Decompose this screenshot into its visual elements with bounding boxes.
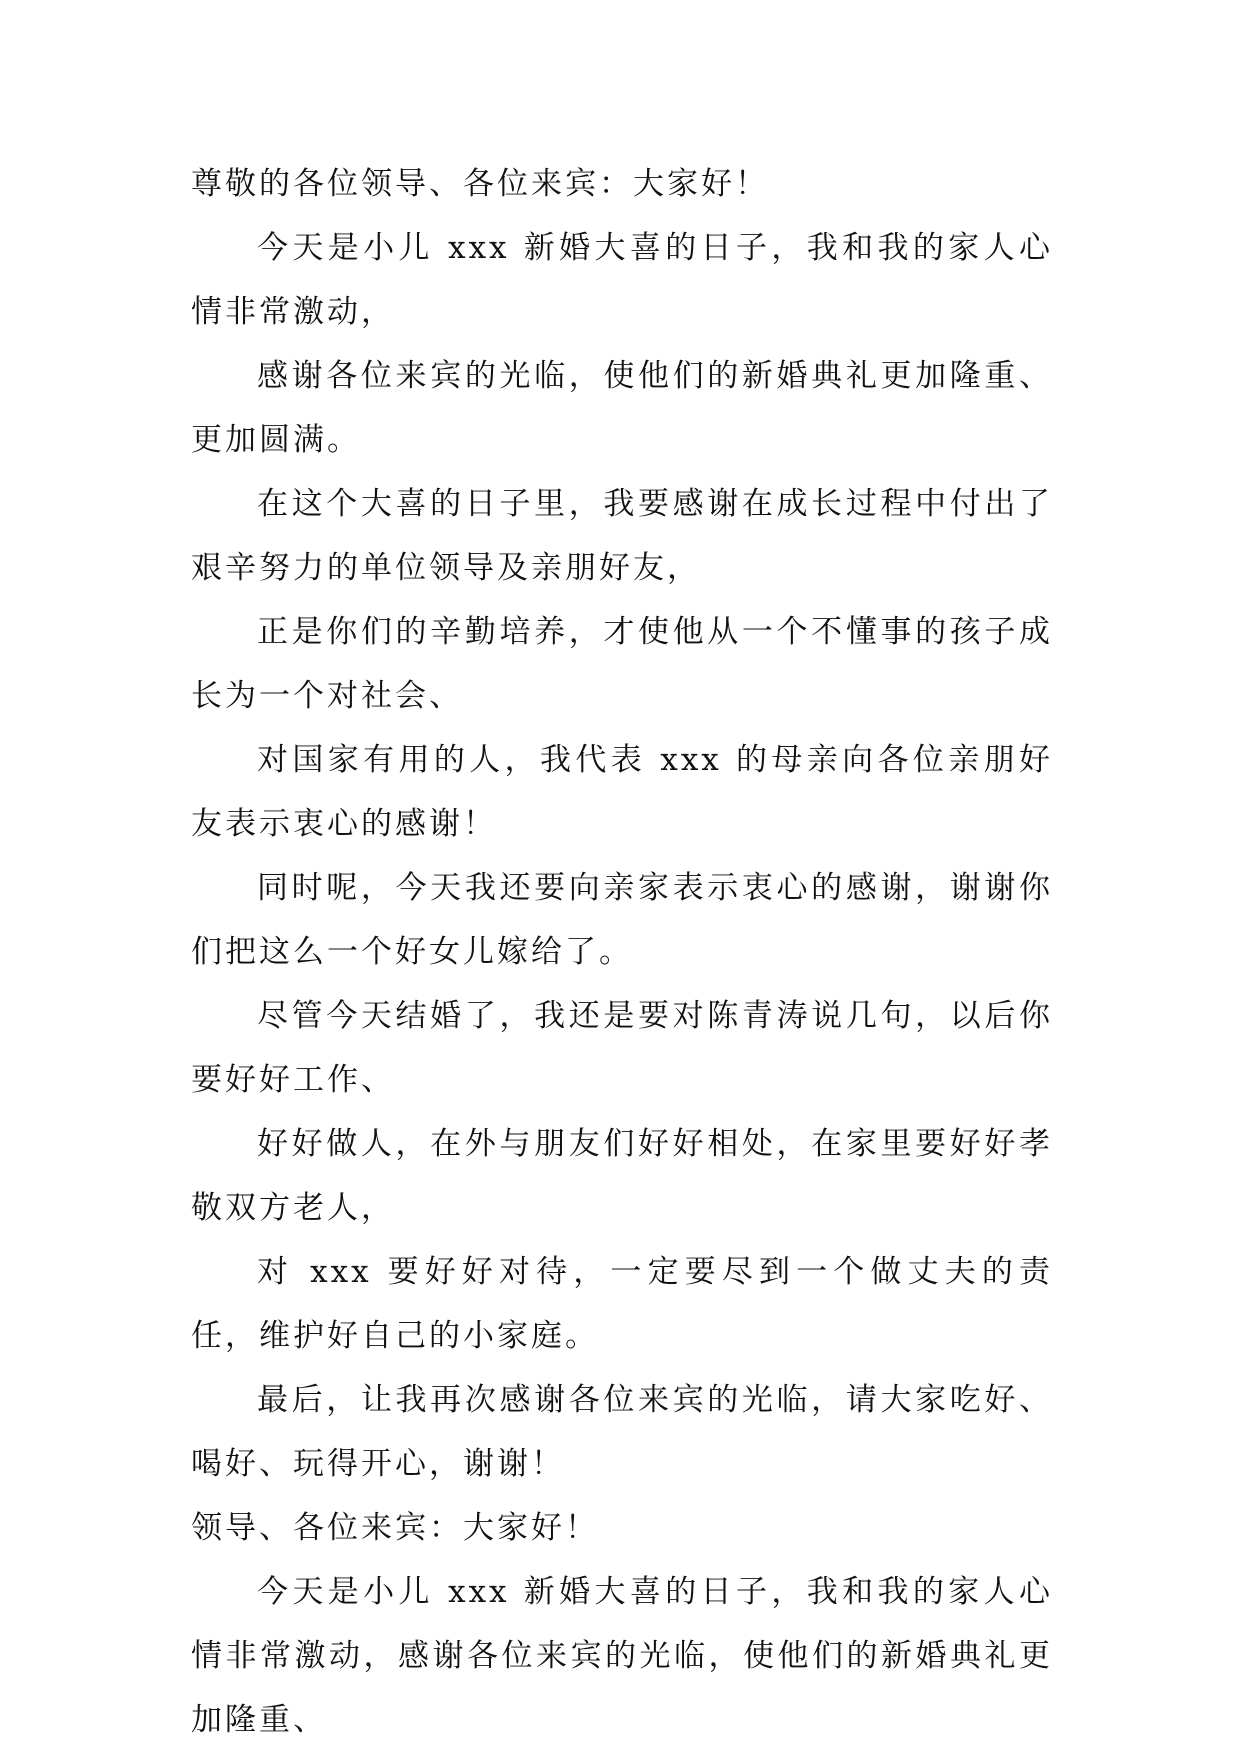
- paragraph: 同时呢，今天我还要向亲家表示衷心的感谢，谢谢你们把这么一个好女儿嫁给了。: [191, 870, 1053, 970]
- paragraph-greeting: 尊敬的各位领导、各位来宾：大家好！: [191, 166, 769, 202]
- paragraph: 尽管今天结婚了，我还是要对陈青涛说几句，以后你要好好工作、: [191, 998, 1053, 1098]
- document-page: [191, 152, 1053, 1752]
- paragraph: 感谢各位来宾的光临，使他们的新婚典礼更加隆重、更加圆满。: [191, 358, 1053, 458]
- paragraph: 好好做人，在外与朋友们好好相处，在家里要好好孝敬双方老人，: [191, 1126, 1053, 1226]
- paragraph: 正是你们的辛勤培养，才使他从一个不懂事的孩子成长为一个对社会、: [191, 614, 1053, 714]
- paragraph: 今天是小儿 xxx 新婚大喜的日子，我和我的家人心情非常激动，: [191, 230, 1053, 330]
- paragraph-greeting: 领导、各位来宾：大家好！: [191, 1510, 599, 1546]
- paragraph: 对 xxx 要好好对待，一定要尽到一个做丈夫的责任，维护好自己的小家庭。: [191, 1254, 1053, 1354]
- paragraph: 在这个大喜的日子里，我要感谢在成长过程中付出了艰辛努力的单位领导及亲朋好友，: [191, 486, 1053, 586]
- paragraph: 对国家有用的人，我代表 xxx 的母亲向各位亲朋好友表示衷心的感谢！: [191, 742, 1053, 842]
- paragraph: 今天是小儿 xxx 新婚大喜的日子，我和我的家人心情非常激动，感谢各位来宾的光临，使他们的新婚典礼更加隆重、: [191, 1574, 1053, 1738]
- paragraph: 最后，让我再次感谢各位来宾的光临，请大家吃好、喝好、玩得开心，谢谢！: [191, 1382, 1053, 1482]
